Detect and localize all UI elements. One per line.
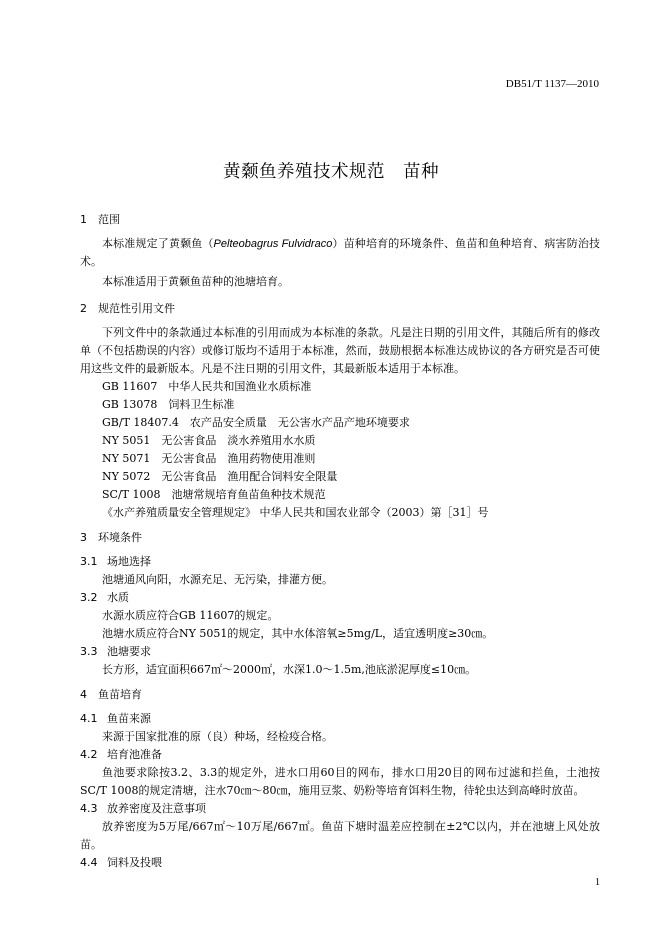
subsection-4-2-heading bbox=[80, 746, 162, 762]
subsection-3-2-text-2: 池塘水质应符合NY 5051的规定，其中水体溶氧≥5mg/L，适宜透明度≥30㎝。 bbox=[102, 627, 494, 640]
subsection-number: 4.3 bbox=[80, 802, 98, 815]
subsection-title: 池塘要求 bbox=[107, 645, 151, 658]
section-title: 范围 bbox=[98, 213, 120, 226]
standard-number: DB51/T 1137—2010 bbox=[505, 78, 599, 90]
subsection-title: 放养密度及注意事项 bbox=[107, 802, 206, 815]
reference-item: NY 5051 无公害食品 淡水养殖用水水质 bbox=[102, 434, 316, 447]
section-2-paragraph: 下列文件中的条款通过本标准的引用而成为本标准的条款。凡是注日期的引用文件，其随后所有的修改单（不包括勘误的内容）或修订版均不适用于本标准，然而，鼓励根据本标准达成协议的各方研究是否可使用这些文件的最新版本。凡是不注日期的引用文件，其最新版本适用于本标准。 bbox=[80, 326, 600, 375]
reference-item: NY 5072 无公害食品 渔用配合饲料安全限量 bbox=[102, 470, 338, 483]
subsection-number: 4.1 bbox=[80, 712, 98, 725]
subsection-number: 4.2 bbox=[80, 748, 98, 761]
reference-item: GB 13078 饲料卫生标准 bbox=[102, 398, 235, 411]
subsection-number: 3.2 bbox=[80, 591, 98, 604]
subsection-4-2-text: 鱼池要求除按3.2、3.3的规定外，进水口用60目的网布，排水口用20目的网布过滤和拦鱼，土池按SC/T 1008的规定清塘，注水70㎝～80㎝，施用豆浆、奶粉等培育饵料生物，待轮虫达到高峰时放苗。 bbox=[80, 766, 600, 797]
section-1-paragraph-2: 本标准适用于黄颡鱼苗种的池塘培育。 bbox=[102, 275, 289, 288]
reference-item: GB 11607 中华人民共和国渔业水质标准 bbox=[102, 380, 312, 393]
subsection-number: 3.3 bbox=[80, 645, 98, 658]
section-number: 4 bbox=[80, 688, 87, 701]
subsection-number: 3.1 bbox=[80, 555, 98, 568]
reference-item: GB/T 18407.4 农产品安全质量 无公害水产品产地环境要求 bbox=[102, 416, 410, 429]
subsection-3-3-text: 长方形，适宜面积667㎡～2000㎡，水深1.0～1.5m,池底淤泥厚度≤10㎝。 bbox=[102, 663, 477, 676]
text-run: 本标准规定了黄颡鱼（ bbox=[102, 237, 214, 250]
section-title: 鱼苗培育 bbox=[98, 688, 142, 701]
section-4-heading bbox=[80, 686, 142, 702]
section-title: 规范性引用文件 bbox=[98, 302, 175, 315]
subsection-3-1-text: 池塘通风向阳，水源充足、无污染，排灌方便。 bbox=[102, 573, 333, 586]
section-1-paragraph-1 bbox=[80, 235, 600, 271]
latin-name: Pelteobagrus Fulvidraco bbox=[213, 238, 333, 250]
page-number: 1 bbox=[595, 877, 600, 888]
subsection-3-2-text-1: 水源水质应符合GB 11607的规定。 bbox=[102, 609, 279, 622]
subsection-4-1-heading bbox=[80, 710, 151, 726]
subsection-4-3-heading bbox=[80, 800, 206, 816]
subsection-3-2-heading bbox=[80, 589, 129, 605]
subsection-title: 饲料及投喂 bbox=[107, 856, 162, 869]
document-title: 黄颡鱼养殖技术规范 苗种 bbox=[223, 162, 439, 182]
section-2-heading bbox=[80, 300, 175, 316]
subsection-4-4-heading bbox=[80, 854, 162, 870]
subsection-3-3-heading bbox=[80, 643, 151, 659]
text-run: ）苗种培育的环境条件、鱼苗和鱼种培育、病害防治技术。 bbox=[80, 237, 601, 268]
subsection-3-1-heading bbox=[80, 553, 151, 569]
subsection-4-1-text: 来源于国家批准的原（良）种场，经检疫合格。 bbox=[102, 730, 333, 743]
subsection-title: 培育池准备 bbox=[107, 748, 162, 761]
reference-item: SC/T 1008 池塘常规培育鱼苗鱼种技术规范 bbox=[102, 488, 326, 501]
section-title: 环境条件 bbox=[98, 531, 142, 544]
subsection-title: 鱼苗来源 bbox=[107, 712, 151, 725]
section-3-heading bbox=[80, 529, 142, 545]
reference-item: NY 5071 无公害食品 渔用药物使用准则 bbox=[102, 452, 316, 465]
subsection-number: 4.4 bbox=[80, 856, 98, 869]
reference-item: 《水产养殖质量安全管理规定》 中华人民共和国农业部令（2003）第［31］号 bbox=[102, 506, 489, 519]
section-number: 1 bbox=[80, 213, 87, 226]
section-number: 2 bbox=[80, 302, 87, 315]
subsection-title: 场地选择 bbox=[107, 555, 151, 568]
section-1-heading bbox=[80, 211, 120, 227]
section-number: 3 bbox=[80, 531, 87, 544]
subsection-4-3-text: 放养密度为5万尾/667㎡～10万尾/667㎡。鱼苗下塘时温差应控制在±2℃以内，并在池塘上风处放苗。 bbox=[80, 820, 600, 851]
subsection-title: 水质 bbox=[107, 591, 129, 604]
